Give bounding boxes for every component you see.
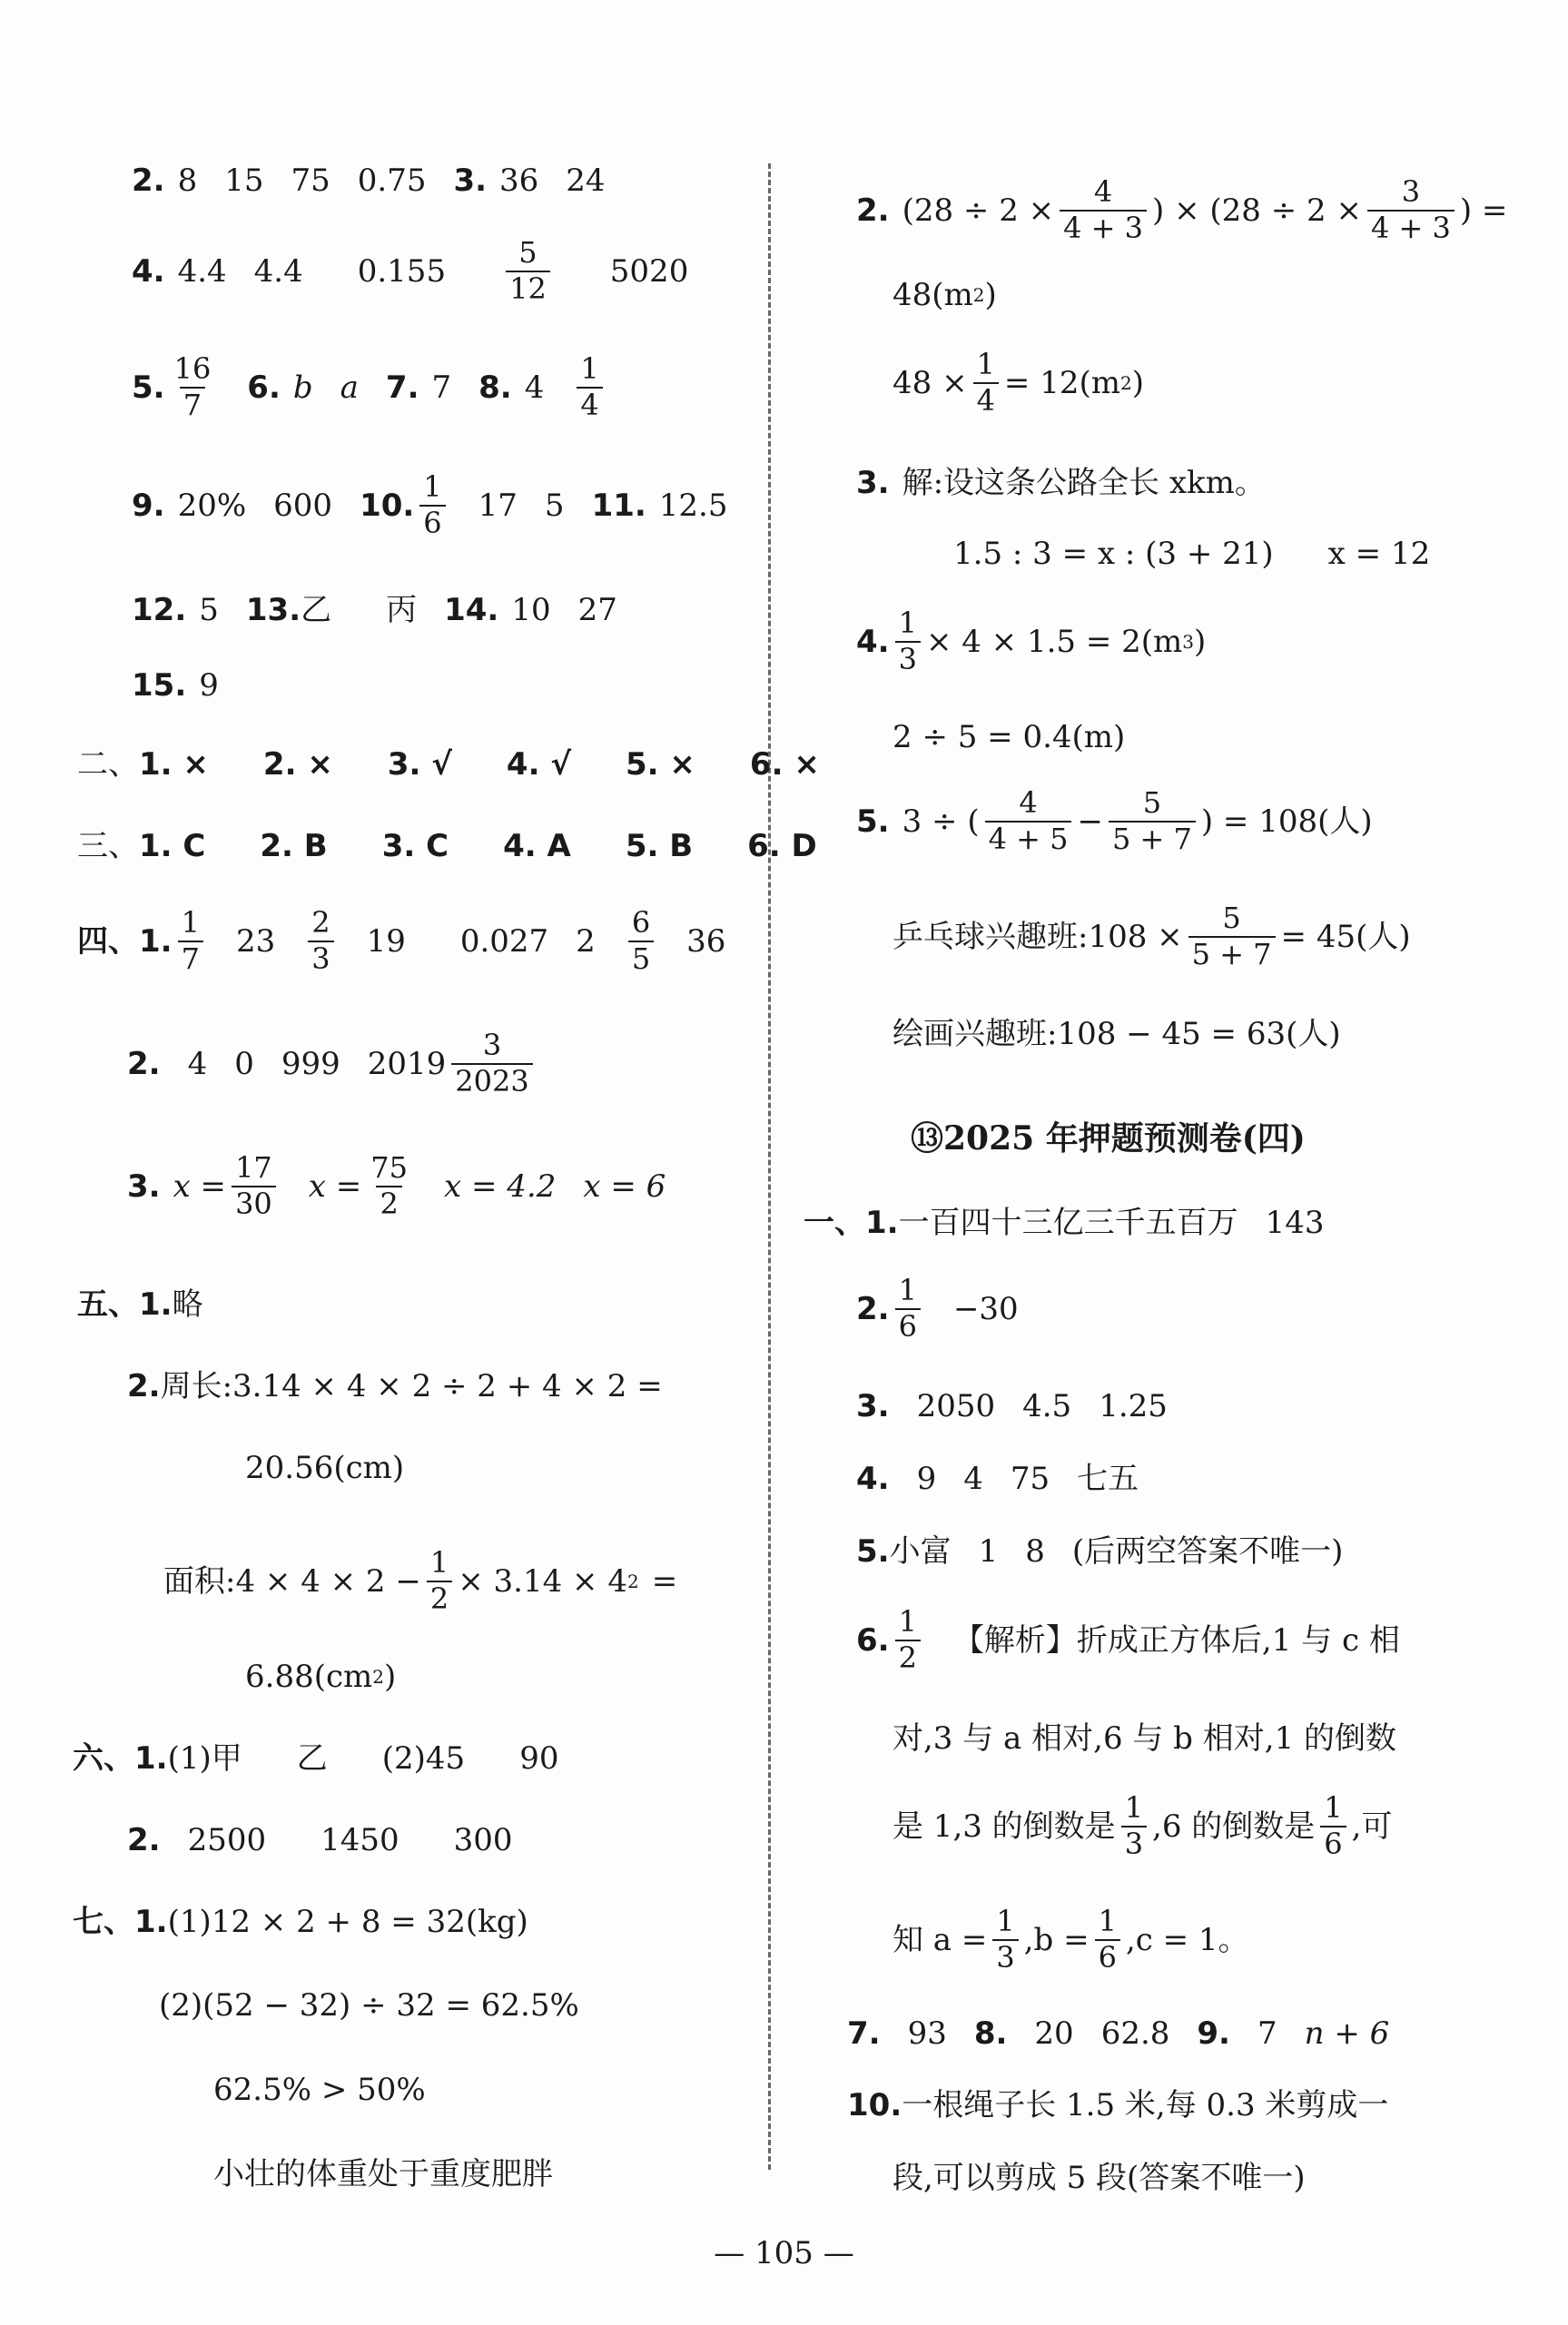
answer-line: 2. $\frac{1}{6}$ −30 xyxy=(856,1273,1019,1344)
section-3-line: 三、 1. C 2. B 3. C 4. A 5. B 6. D xyxy=(77,828,817,864)
answer-line: 5. $\frac{16}{7}$ 6. b a 7. 7 8. 4 $\frac{1}{4}$ xyxy=(132,354,608,420)
fraction: $\frac{5}{5 + 7}$ xyxy=(1188,903,1276,970)
fraction: $\frac{1}{2}$ xyxy=(895,1607,921,1673)
answer-line: 48 × $\frac{1}{4}$ = 12(m 2 ) xyxy=(892,347,1144,418)
fraction: $\frac{1}{3}$ xyxy=(895,608,921,675)
answer-line: (2)(52 − 32) ÷ 32 = 62.5% xyxy=(159,1987,579,2024)
fraction: $\frac{1}{2}$ xyxy=(427,1548,452,1614)
fraction: $\frac{4}{4 + 5}$ xyxy=(985,788,1072,854)
answer-line: 2. 2500 1450 300 xyxy=(127,1822,513,1858)
section-2-line: 二、 1. × 2. × 3. √ 4. √ 5. × 6. × xyxy=(77,746,820,783)
answer-line: 是 1,3 的倒数是 $\frac{1}{3}$ ,6 的倒数是 $\frac{1}{6}$ ,可 xyxy=(892,1790,1393,1861)
section-7-line: 七、1. (1)12 × 2 + 8 = 32(kg) xyxy=(73,1904,528,1940)
answer-line: 20.56(cm) xyxy=(245,1450,405,1486)
answer-line: 2 ÷ 5 = 0.4(m) xyxy=(892,719,1126,755)
section-title: ⑬2025 年押题预测卷(四) xyxy=(911,1119,1306,1158)
answer-line: 62.5% > 50% xyxy=(213,2072,426,2108)
answer-line: 48(m 2 ) xyxy=(892,277,997,313)
section-1-line: 一、1. 一百四十三亿三千五百万 143 xyxy=(804,1205,1325,1241)
answer-line: 7. 93 8. 20 62.8 9. 7 n + 6 xyxy=(847,2015,1390,2052)
answer-line: 2. 周长:3.14 × 4 × 2 ÷ 2 + 4 × 2 = xyxy=(127,1368,663,1404)
fraction: $\frac{1}{4}$ xyxy=(577,354,602,420)
answer-line: 5. 3 ÷ ( $\frac{4}{4 + 5}$ − $\frac{5}{5 + 7}$ ) = 108(人) xyxy=(856,785,1373,856)
fraction: $\frac{4}{4 + 3}$ xyxy=(1060,177,1147,243)
answer-line: 12. 5 13. 乙 丙 14. 10 27 xyxy=(132,592,617,628)
fraction: $\frac{3}{2023}$ xyxy=(451,1030,532,1097)
answer-line: 2. 8 15 75 0.75 3. 36 24 xyxy=(132,163,606,199)
fraction: $\frac{1}{6}$ xyxy=(1320,1793,1346,1859)
answer-line: 2. 4 0 999 2019 $\frac{3}{2023}$ xyxy=(127,1030,538,1097)
answer-line: 3. 解:设这条公路全长 xkm。 xyxy=(856,465,1266,501)
fraction: $\frac{1}{3}$ xyxy=(1121,1793,1147,1859)
fraction: $\frac{3}{4 + 3}$ xyxy=(1367,177,1455,243)
fraction: $\frac{1}{7}$ xyxy=(178,908,203,974)
answer-line: 绘画兴趣班:108 − 45 = 63(人) xyxy=(892,1016,1341,1052)
answer-line: 乒乓球兴趣班:108 × $\frac{5}{5 + 7}$ = 45(人) xyxy=(892,901,1411,971)
answer-line: 4. 4.4 4.4 0.155 $\frac{5}{12}$ 5020 xyxy=(132,235,689,306)
fraction: $\frac{75}{2}$ xyxy=(370,1150,408,1221)
answer-line: 2. (28 ÷ 2 × $\frac{4}{4 + 3}$ ) × (28 ÷ 2 × $\frac{3}{4 + 3}$ ) = xyxy=(856,174,1508,245)
answer-line: 6.88(cm 2 ) xyxy=(245,1659,397,1695)
answer-line: 15. 9 xyxy=(132,667,219,704)
answer-line: 6. $\frac{1}{2}$ 【解析】折成正方体后,1 与 c 相 xyxy=(856,1604,1400,1675)
fraction: $\frac{1}{3}$ xyxy=(992,1906,1018,1973)
answer-line: 对,3 与 a 相对,6 与 b 相对,1 的倒数 xyxy=(892,1720,1397,1757)
answer-line: 4. 9 4 75 七五 xyxy=(856,1461,1139,1497)
fraction: $\frac{1}{6}$ xyxy=(419,472,445,538)
answer-line: 9. 20% 600 10. $\frac{1}{6}$ 17 5 11. 12.5 xyxy=(132,469,728,540)
answer-line: 3. x = $\frac{17}{30}$ x = $\frac{75}{2}$ x = 4.2 x = 6 xyxy=(127,1150,666,1221)
section-4-line: 四、1. $\frac{1}{7}$ 23 $\frac{2}{3}$ 19 0.027 2 $\frac{6}{5}$ 36 xyxy=(77,905,726,976)
section-6-line: 六、1. (1)甲 乙 (2)45 90 xyxy=(73,1740,559,1777)
answer-line: 段,可以剪成 5 段(答案不唯一) xyxy=(892,2160,1306,2196)
page-number: — 105 — xyxy=(714,2235,854,2271)
fraction: $\frac{1}{6}$ xyxy=(1095,1906,1120,1973)
answer-line: 知 a = $\frac{1}{3}$ ,b = $\frac{1}{6}$ ,c = 1。 xyxy=(892,1904,1249,1975)
fraction: $\frac{16}{7}$ xyxy=(173,351,212,422)
answer-line: 小壮的体重处于重度肥胖 xyxy=(213,2156,553,2192)
answer-line: 3. 2050 4.5 1.25 xyxy=(856,1388,1168,1424)
answer-line: 5. 小富 1 8 (后两空答案不唯一) xyxy=(856,1533,1344,1570)
answer-line: 面积:4 × 4 × 2 − $\frac{1}{2}$ × 3.14 × 4 2 = xyxy=(163,1545,678,1616)
fraction: $\frac{17}{30}$ xyxy=(232,1153,276,1219)
answer-line: 4. $\frac{1}{3}$ × 4 × 1.5 = 2(m 3 ) xyxy=(856,606,1207,676)
answer-line: 10. 一根绳子长 1.5 米,每 0.3 米剪成一 xyxy=(847,2087,1389,2123)
fraction: $\frac{1}{4}$ xyxy=(973,350,999,416)
fraction: $\frac{6}{5}$ xyxy=(628,908,654,974)
right-column xyxy=(776,0,1568,2233)
fraction: $\frac{1}{6}$ xyxy=(895,1276,921,1342)
section-5-line: 五、1. 略 xyxy=(77,1286,203,1323)
fraction: $\frac{5}{5 + 7}$ xyxy=(1109,788,1196,854)
answer-line: 1.5 : 3 = x : (3 + 21) x = 12 xyxy=(953,536,1431,572)
fraction: $\frac{5}{12}$ xyxy=(506,238,550,304)
fraction: $\frac{2}{3}$ xyxy=(308,908,333,974)
